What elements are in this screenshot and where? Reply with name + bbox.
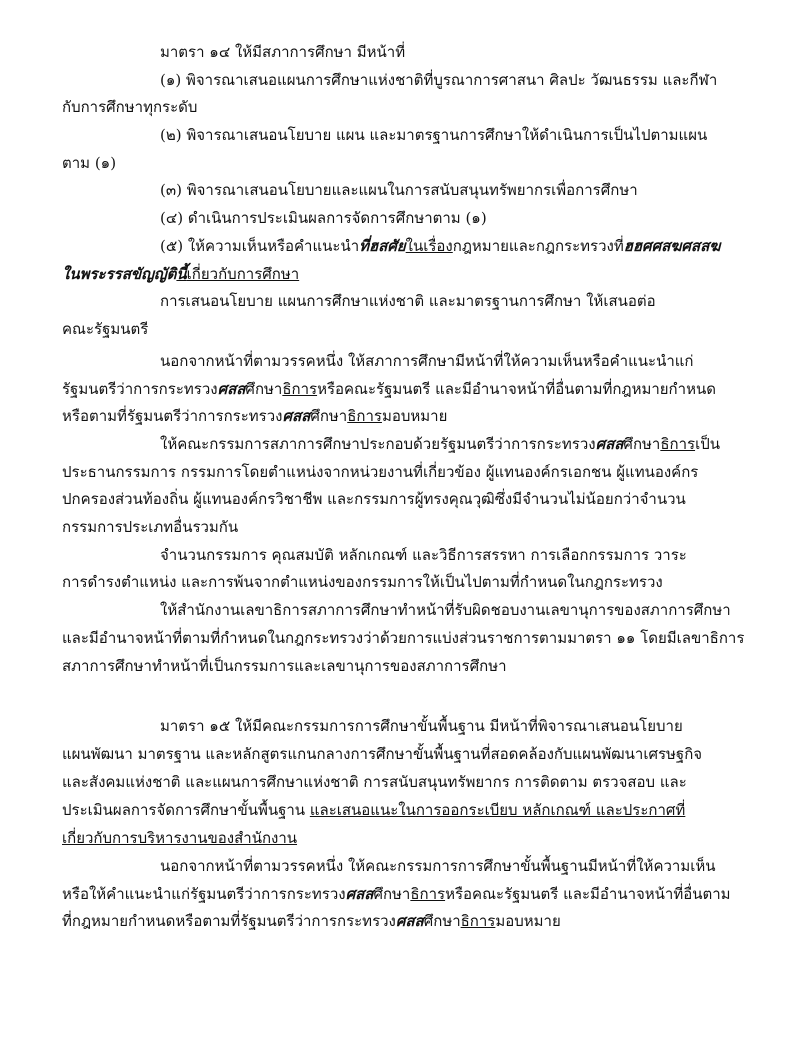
section-14-item-5-line-1 [160, 236, 720, 256]
item-5-text-1: (๕) ให้ความเห็นหรือคำแนะนำ [160, 237, 360, 255]
duties-paragraph-line-1: นอกจากหน้าที่ตามวรรคหนึ่ง ให้สภาการศึกษามีหน้าที่ให้ความเห็นหรือคำแนะนำแก่ [160, 352, 694, 370]
section-14-item-4: (๔) ดำเนินการประเมินผลการจัดการศึกษาตาม (๑) [160, 209, 487, 227]
duties-underlined-2: ธิการ [347, 407, 382, 425]
members-paragraph-line-1: จำนวนกรรมการ คุณสมบัติ หลักเกณฑ์ และวิธีการสรรหา การเลือกกรรมการ วาระ [160, 546, 687, 564]
duties-paragraph-line-2 [62, 379, 716, 399]
s15-struck-1: ศสส [345, 885, 374, 903]
members-paragraph-line-2: การดำรงตำแหน่ง และการพ้นจากตำแหน่งของกรรมการให้เป็นไปตามที่กำหนดในกฎกระทรวง [62, 573, 663, 591]
board-struck: ศสส [595, 435, 624, 453]
board-text-3: เป็น [695, 435, 720, 453]
board-paragraph-line-1 [160, 434, 720, 454]
duties-text-2: ศึกษา [245, 380, 283, 398]
duties-struck-1: ศสส [217, 380, 246, 398]
board-paragraph-line-2: ประธานกรรมการ กรรมการโดยตำแหน่งจากหน่วยงานที่เกี่ยวข้อง ผู้แทนองค์กรเอกชน ผู้แทนองค์กร [62, 463, 699, 481]
board-text-1: ให้คณะกรรมการสภาการศึกษาประกอบด้วยรัฐมนตรีว่าการกระทรวง [160, 435, 596, 453]
section-15-duties-line-2 [62, 884, 731, 904]
office-paragraph-line-3: สภาการศึกษาทำหน้าที่เป็นกรรมการและเลขานุการของสภาการศึกษา [62, 657, 507, 675]
duties-text-3: หรือคณะรัฐมนตรี และมีอำนาจหน้าที่อื่นตามที่กฎหมายกำหนด [317, 380, 716, 398]
s15-text-5: ศึกษา [423, 912, 461, 930]
board-underlined: ธิการ [660, 435, 696, 453]
section-15-line-2: แผนพัฒนา มาตรฐาน และหลักสูตรแกนกลางการศึกษาขั้นพื้นฐานที่สอดคล้องกับแผนพัฒนาเศรษฐกิจ [62, 745, 703, 763]
board-text-2: ศึกษา [623, 435, 661, 453]
s15-text-6: มอบหมาย [495, 912, 561, 930]
s15-text-3: หรือคณะรัฐมนตรี และมีอำนาจหน้าที่อื่นตาม [445, 885, 731, 903]
section-15-line-1: มาตรา ๑๕ ให้มีคณะกรรมการการศึกษาขั้นพื้นฐาน มีหน้าที่พิจารณาเสนอนโยบาย [160, 717, 683, 735]
duties-underlined-1: ธิการ [282, 380, 318, 398]
section-14-item-2-line-1: (๒) พิจารณาเสนอนโยบาย แผน และมาตรฐานการศึกษาให้ดำเนินการเป็นไปตามแผน [160, 126, 708, 144]
section-14-item-2-line-2: ตาม (๑) [62, 154, 117, 172]
s15-text-2: ศึกษา [373, 885, 411, 903]
item-5-struck-1: ที่ฮสศัย [359, 237, 406, 255]
s15-underlined-1: ธิการ [410, 885, 446, 903]
section-14-item-1-line-2: กับการศึกษาทุกระดับ [62, 98, 198, 116]
board-paragraph-line-3: ปกครองส่วนท้องถิ่น ผู้แทนองค์กรวิชาชีพ และกรรมการผู้ทรงคุณวุฒิซึ่งมีจำนวนไม่น้อยกว่าจำนวน [62, 490, 686, 508]
item-5-struck-3: ในพระรรสขัญญัติ [62, 265, 177, 283]
duties-text-6: มอบหมาย [381, 407, 448, 425]
s15-text-4: ที่กฎหมายกำหนดหรือตามที่รัฐมนตรีว่าการกระทรวง [62, 912, 396, 930]
section-15-duties-line-3 [62, 911, 561, 931]
section-15-line-4 [62, 800, 685, 820]
section-14-item-5-line-2 [62, 264, 299, 284]
item-5-underlined-2: เกี่ยวกับการศึกษา [186, 265, 300, 283]
duties-text-4: หรือตามที่รัฐมนตรีว่าการกระทรวง [62, 407, 283, 425]
section-15-line-5: เกี่ยวกับการบริหารงานของสำนักงาน [62, 829, 298, 847]
duties-text-1: รัฐมนตรีว่าการกระทรวง [62, 380, 218, 398]
policy-paragraph-line-1: การเสนอนโยบาย แผนการศึกษาแห่งชาติ และมาตรฐานการศึกษา ให้เสนอต่อ [160, 292, 656, 310]
section-14-item-1-line-1: (๑) พิจารณาเสนอแผนการศึกษาแห่งชาติที่บูรณาการศาสนา ศิลปะ วัฒนธรรม และกีฬา [160, 71, 718, 89]
item-5-struck-underlined: นี้ [176, 265, 187, 283]
section-15-underlined-1: และเสนอแนะในการออกระเบียบ หลักเกณฑ์ และประกาศที่ [309, 801, 686, 819]
duties-paragraph-line-3 [62, 406, 447, 426]
board-paragraph-line-4: กรรมการประเภทอื่นรวมกัน [62, 518, 239, 536]
s15-text-1: หรือให้คำแนะนำแก่รัฐมนตรีว่าการกระทรวง [62, 885, 346, 903]
s15-underlined-2: ธิการ [460, 912, 496, 930]
item-5-struck-2: ฮฮศศสฆศสสฆ [623, 237, 721, 255]
section-15-duties-line-1: นอกจากหน้าที่ตามวรรคหนึ่ง ให้คณะกรรมการการศึกษาขั้นพื้นฐานมีหน้าที่ให้ความเห็น [160, 857, 716, 875]
office-paragraph-line-2: และมีอำนาจหน้าที่ตามที่กำหนดในกฎกระทรวงว่าด้วยการแบ่งส่วนราชการตามมาตรา ๑๑ โดยมีเลขาธิการ [62, 629, 745, 647]
office-paragraph-line-1: ให้สำนักงานเลขาธิการสภาการศึกษาทำหน้าที่รับผิดชอบงานเลขานุการของสภาการศึกษา [160, 601, 731, 619]
s15-struck-2: ศสส [395, 912, 424, 930]
item-5-underlined-1: ในเรื่อง [405, 237, 453, 255]
section-15-line-3: และสังคมแห่งชาติ และแผนการศึกษาแห่งชาติ การสนับสนุนทรัพยากร การติดตาม ตรวจสอบ และ [62, 773, 687, 791]
section-15-text-1: ประเมินผลการจัดการศึกษาขั้นพื้นฐาน [62, 801, 310, 819]
duties-text-5: ศึกษา [310, 407, 348, 425]
item-5-text-2: กฎหมายและกฎกระทรวงที่ [452, 237, 624, 255]
section-14-item-3: (๓) พิจารณาเสนอนโยบายและแผนในการสนับสนุนทรัพยากรเพื่อการศึกษา [160, 181, 638, 199]
section-14-heading: มาตรา ๑๔ ให้มีสภาการศึกษา มีหน้าที่ [160, 43, 406, 61]
policy-paragraph-line-2: คณะรัฐมนตรี [62, 320, 149, 338]
duties-struck-2: ศสส [282, 407, 311, 425]
